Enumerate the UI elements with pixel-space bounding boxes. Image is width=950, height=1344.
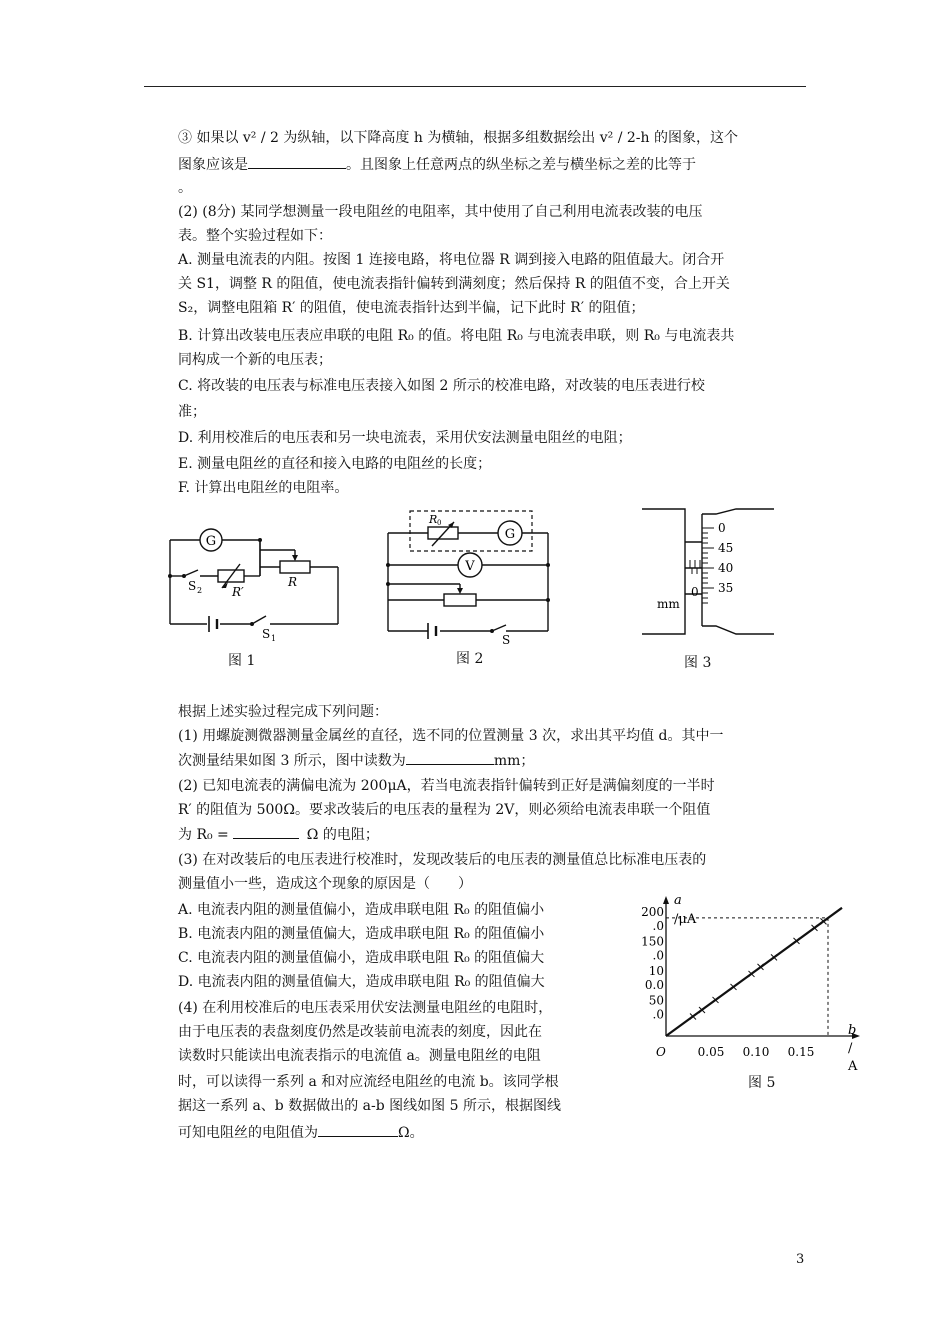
text-line: 测量值小一些，造成这个现象的原因是（ ）: [178, 876, 472, 892]
text-line: B. 计算出改装电压表应串联的电阻 R₀ 的值。将电阻 R₀ 与电流表串联，则 R₀ 与电流表共: [178, 328, 735, 344]
text-line: D. 电流表内阻的测量值偏大，造成串联电阻 R₀ 的阻值偏大: [178, 974, 545, 990]
s2-label: S: [188, 579, 197, 593]
voltmeter-label: V: [465, 559, 475, 574]
text-line: D. 利用校准后的电压表和另一块电流表，采用伏安法测量电阻丝的电阻；: [178, 430, 632, 446]
scale-35: 35: [718, 581, 734, 595]
text-line: (4) 在利用校准后的电压表采用伏安法测量电阻丝的电阻时，: [178, 1000, 553, 1016]
text-line: (1) 用螺旋测微器测量金属丝的直径，选不同的位置测量 3 次，求出其平均值 d。其中一: [178, 728, 724, 744]
galvanometer-label: G: [504, 527, 516, 542]
text-line: 图象应该是 。且图象上任意两点的纵坐标之差与横坐标之差的比等于: [178, 154, 696, 175]
x-tick-label: 0.05: [697, 1045, 725, 1059]
data-point: [731, 984, 737, 990]
text-line: C. 电流表内阻的测量值偏小，造成串联电阻 R₀ 的阻值偏大: [178, 950, 545, 966]
answer-blank[interactable]: [318, 1122, 398, 1137]
origin-label: O: [656, 1045, 666, 1059]
figure-5-chart: [636, 890, 866, 1090]
text-line: 据这一系列 a、b 数据做出的 a-b 图线如图 5 所示，根据图线: [178, 1098, 561, 1114]
r0-label: R: [429, 513, 438, 526]
text-line: A. 电流表内阻的测量值偏小，造成串联电阻 R₀ 的阻值偏小: [178, 902, 545, 918]
text-line: 读数时只能读出电流表指示的电流值 a。测量电阻丝的电阻: [178, 1048, 541, 1064]
s1-sub: 1: [271, 634, 277, 643]
y-axis-label-unit: /μA: [674, 912, 697, 927]
figure-3-caption: 图 3: [684, 655, 712, 671]
text-line: 。: [178, 180, 192, 196]
data-point: [771, 954, 777, 960]
text-line: 为 R₀ = Ω 的电阻；: [178, 824, 379, 845]
figure-5-caption: 图 5: [748, 1075, 776, 1091]
x-tick-label: 0.15: [787, 1045, 815, 1059]
text-line: F. 计算出电阻丝的电阻率。: [178, 480, 349, 496]
answer-blank[interactable]: [406, 750, 494, 765]
text-line: ③ 如果以 v² / 2 为纵轴，以下降高度 h 为横轴，根据多组数据绘出 v² / 2-h 的图象，这个: [178, 130, 739, 146]
y-tick-label: 200 .0: [641, 904, 664, 933]
text-line: C. 将改装的电压表与标准电压表接入如图 2 所示的校准电路，对改装的电压表进行校: [178, 378, 705, 394]
answer-blank[interactable]: [233, 824, 299, 839]
r-label: R: [288, 575, 298, 589]
s2-sub: 2: [197, 586, 203, 595]
unit-mm: mm: [657, 597, 680, 611]
data-point: [812, 925, 818, 931]
r0-sub: 0: [437, 519, 442, 527]
text-line: (2) 已知电流表的满偏电流为 200μA，若当电流表指针偏转到正好是满偏刻度的一半时: [178, 778, 715, 794]
text-line: 由于电压表的表盘刻度仍然是改装前电流表的刻度，因此在: [178, 1024, 542, 1040]
text-line: R′ 的阻值为 500Ω。要求改装后的电压表的量程为 2V，则必须给电流表串联一个阻值: [178, 802, 711, 818]
s-label: S: [502, 633, 511, 646]
text-line: 时，可以读得一系列 a 和对应流经电阻丝的电流 b。该同学根: [178, 1074, 559, 1090]
text-line: 准；: [178, 404, 206, 420]
scale-0: 0: [718, 521, 726, 535]
scale-45: 45: [718, 541, 734, 555]
figure-1-circuit: [162, 520, 352, 650]
figure-2-caption: 图 2: [456, 651, 484, 667]
text-line: A. 测量电流表的内阻。按图 1 连接电路，将电位器 R 调到接入电路的阻值最大。闭合开: [178, 252, 725, 268]
text-line: (2) (8分) 某同学想测量一段电阻丝的电阻率，其中使用了自己利用电流表改装的电压: [178, 204, 703, 220]
text-line: 根据上述实验过程完成下列问题：: [178, 704, 388, 720]
data-point: [794, 938, 800, 944]
x-axis-label-unit: A: [848, 1059, 858, 1074]
page-number: 3: [796, 1252, 805, 1267]
main-scale-0: 0: [691, 585, 699, 599]
figure-1-caption: 图 1: [228, 653, 256, 669]
y-axis-arrow: [663, 896, 669, 904]
data-point: [690, 1014, 696, 1020]
text-line: B. 电流表内阻的测量值偏大，造成串联电阻 R₀ 的阻值偏小: [178, 926, 545, 942]
scale-40: 40: [718, 561, 734, 575]
x-tick-label: 0.10: [742, 1045, 770, 1059]
galvanometer-label: G: [205, 534, 217, 549]
s1-label: S: [262, 627, 271, 641]
text-line: 可知电阻丝的电阻值为 Ω。: [178, 1122, 424, 1143]
y-tick-label: 10 0.0: [644, 963, 664, 992]
text-line: 次测量结果如图 3 所示，图中读数为 mm；: [178, 750, 534, 771]
rprime-label: R′: [232, 585, 244, 599]
x-axis-label-b: b: [848, 1023, 857, 1038]
text-line: 同构成一个新的电压表；: [178, 352, 332, 368]
text-line: 关 S1，调整 R 的阻值，使电流表指针偏转到满刻度；然后保持 R 的阻值不变，合上开关: [178, 276, 730, 292]
header-rule: [144, 86, 806, 87]
data-point: [713, 997, 719, 1003]
text-line: S₂，调整电阻箱 R′ 的阻值，使电流表指针达到半偏，记下此时 R′ 的阻值；: [178, 300, 645, 316]
text-line: (3) 在对改装后的电压表进行校准时，发现改装后的电压表的测量值总比标准电压表的: [178, 852, 707, 868]
data-point: [821, 918, 827, 924]
text-line: 表。整个实验过程如下：: [178, 228, 332, 244]
figure-2-circuit: [380, 506, 560, 646]
text-line: E. 测量电阻丝的直径和接入电路的电阻丝的长度；: [178, 456, 492, 472]
y-tick-label: 150 .0: [641, 934, 664, 963]
y-tick-label: 50 .0: [648, 993, 664, 1022]
answer-blank[interactable]: [248, 154, 346, 169]
y-axis-label-a: a: [674, 893, 682, 908]
figure-3-micrometer: [640, 504, 780, 640]
x-axis-label-slash: /: [848, 1041, 853, 1056]
